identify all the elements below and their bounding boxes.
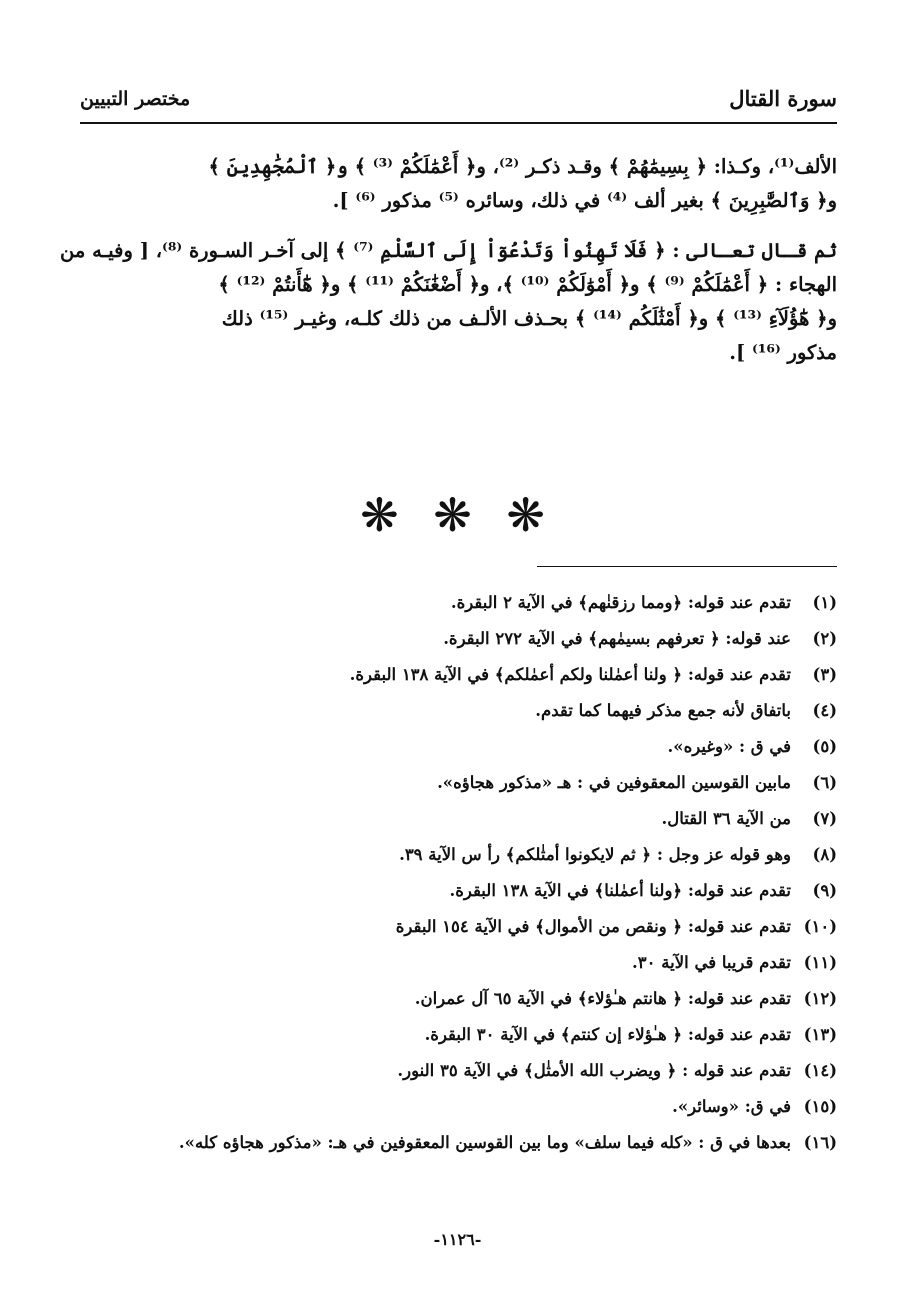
footnote-item bbox=[78, 981, 837, 1017]
footnote-number: (١١) bbox=[803, 953, 837, 972]
main-text bbox=[60, 150, 837, 386]
footnote-text: تقدم عند قوله: ﴿ هانتم هـٰؤلاء﴾ في الآية ٦٥ آل عمران. bbox=[414, 989, 791, 1008]
footnote-item bbox=[78, 837, 837, 873]
footnote-number: (٧) bbox=[812, 809, 837, 828]
footnote-item bbox=[78, 693, 837, 729]
footnote-text: تقدم قريبا في الآية ٣٠. bbox=[632, 953, 791, 972]
text-line: ثم قـال تعـالى : ﴿ فَلَا تَهِنُواْ وَتَدْعُوٓاْ إِلَى ٱلسَّلْمِ ⁽⁷⁾ ﴾ إلى آخـر السـورة ⁽⁸⁾، [ وفيـه من bbox=[60, 239, 837, 262]
footnote-item bbox=[78, 657, 837, 693]
footnote-number: (٦) bbox=[812, 773, 837, 792]
paragraph-2 bbox=[60, 234, 837, 370]
footnote-item bbox=[78, 1053, 837, 1089]
footnote-text: من الآية ٣٦ القتال. bbox=[661, 809, 791, 828]
footnote-text: في ق: «وسائر». bbox=[672, 1097, 791, 1116]
footnote-number: (١٤) bbox=[803, 1061, 837, 1080]
footnote-item bbox=[78, 1125, 837, 1161]
footnote-item bbox=[78, 873, 837, 909]
page-header bbox=[80, 84, 837, 124]
footnote-text: وهو قوله عز وجل : ﴿ ثم لايكونوا أمثٰلكم﴾ رأ س الآية ٣٩. bbox=[399, 845, 791, 864]
footnote-number: (١٠) bbox=[803, 917, 837, 936]
footnote-item bbox=[78, 621, 837, 657]
footnotes-list bbox=[78, 585, 837, 1161]
footnote-text: تقدم عند قوله: ﴿ولنا أعمٰلنا﴾ في الآية ١٣٨ البقرة. bbox=[449, 881, 791, 900]
footnote-number: (١٢) bbox=[803, 989, 837, 1008]
footnote-number: (٨) bbox=[812, 845, 837, 864]
footnote-separator bbox=[537, 566, 837, 567]
text-line: و﴿ هَٰٓؤُلَآءِ ⁽¹³⁾ ﴾ و﴿ أَمْثَٰلَكُم ⁽¹⁴⁾ ﴾ بحـذف الألـف من ذلك كلـه، وغيـر ⁽¹⁵⁾ ذلك bbox=[221, 307, 837, 330]
text-line: و﴿ وَٱلصَّٰبِرِينَ ﴾ بغير ألف ⁽⁴⁾ في ذلك، وسائره ⁽⁵⁾ مذكور ⁽⁶⁾ ]. bbox=[332, 189, 837, 212]
footnote-text: تقدم عند قوله: ﴿ ولنا أعمٰلنا ولكم أعمٰلكم﴾ في الآية ١٣٨ البقرة. bbox=[349, 665, 791, 684]
footnote-number: (٩) bbox=[812, 881, 837, 900]
footnote-text: تقدم عند قوله: ﴿ ونقص من الأموال﴾ في الآية ١٥٤ البقرة bbox=[395, 917, 791, 936]
footnote-text: تقدم عند قوله: ﴿ومما رزقنٰهم﴾ في الآية ٢ البقرة. bbox=[450, 593, 791, 612]
footnote-number: (١٣) bbox=[803, 1025, 837, 1044]
page-number: -١١٢٦- bbox=[433, 1230, 482, 1249]
footnote-text: مابين القوسين المعقوفين في : هـ «مذكور هجاؤه». bbox=[437, 773, 791, 792]
footnote-number: (١) bbox=[812, 593, 837, 612]
footnote-number: (٥) bbox=[812, 737, 837, 756]
text-line: الهجاء : ﴿ أَعْمَٰلَكُمْ ⁽⁹⁾ ﴾ و﴿ أَمْوَٰلَكُمْ ⁽¹⁰⁾ ﴾، و﴿ أَضْغَٰنَكُمْ ⁽¹¹⁾ ﴾ و﴿ هَٰٓأَنتُمْ ⁽¹²⁾ ﴾ bbox=[218, 273, 837, 296]
header-rule bbox=[80, 122, 837, 124]
footnote-item bbox=[78, 1089, 837, 1125]
footnote-text: في ق : «وغيره». bbox=[667, 737, 791, 756]
footnote-number: (٣) bbox=[812, 665, 837, 684]
footnote-text: تقدم عند قوله: ﴿ هـٰؤلاء إن كنتم﴾ في الآية ٣٠ البقرة. bbox=[424, 1025, 791, 1044]
footnote-item bbox=[78, 729, 837, 765]
text-line: مذكور ⁽¹⁶⁾ ]. bbox=[729, 341, 837, 364]
footnote-text: باتفاق لأنه جمع مذكر فيهما كما تقدم. bbox=[535, 701, 791, 720]
footnote-number: (١٦) bbox=[803, 1133, 837, 1152]
footnote-number: (٤) bbox=[812, 701, 837, 720]
footnote-text: تقدم عند قوله : ﴿ ويضرب الله الأمثٰل﴾ في الآية ٣٥ النور. bbox=[397, 1061, 791, 1080]
footnote-item bbox=[78, 1017, 837, 1053]
footnote-item bbox=[78, 945, 837, 981]
footnote-text: بعدها في ق : «كله فيما سلف» وما بين القوسين المعقوفين في هـ: «مذكور هجاؤه كله». bbox=[178, 1133, 791, 1152]
book-title: مختصر التبيين bbox=[80, 88, 191, 110]
footnote-item bbox=[78, 801, 837, 837]
footnote-text: عند قوله: ﴿ تعرفهم بسيمٰهم﴾ في الآية ٢٧٢ البقرة. bbox=[443, 629, 791, 648]
surah-title: سورة القتال bbox=[729, 86, 837, 111]
footnote-number: (٢) bbox=[812, 629, 837, 648]
footnote-item bbox=[78, 909, 837, 945]
paragraph-1 bbox=[80, 150, 837, 218]
section-divider-ornament: ❋ ❋ ❋ bbox=[360, 488, 555, 542]
footnote-item bbox=[78, 765, 837, 801]
footnote-number: (١٥) bbox=[803, 1097, 837, 1116]
text-line: الألف⁽¹⁾، وكـذا: ﴿ بِسِيمَٰهُمْ ﴾ وقـد ذكـر ⁽²⁾، و﴿ أَعْمَٰلَكُمْ ⁽³⁾ ﴾ و﴿ ٱلْمُجَٰهِدِينَ ﴾ bbox=[208, 155, 837, 178]
footnote-item bbox=[78, 585, 837, 621]
